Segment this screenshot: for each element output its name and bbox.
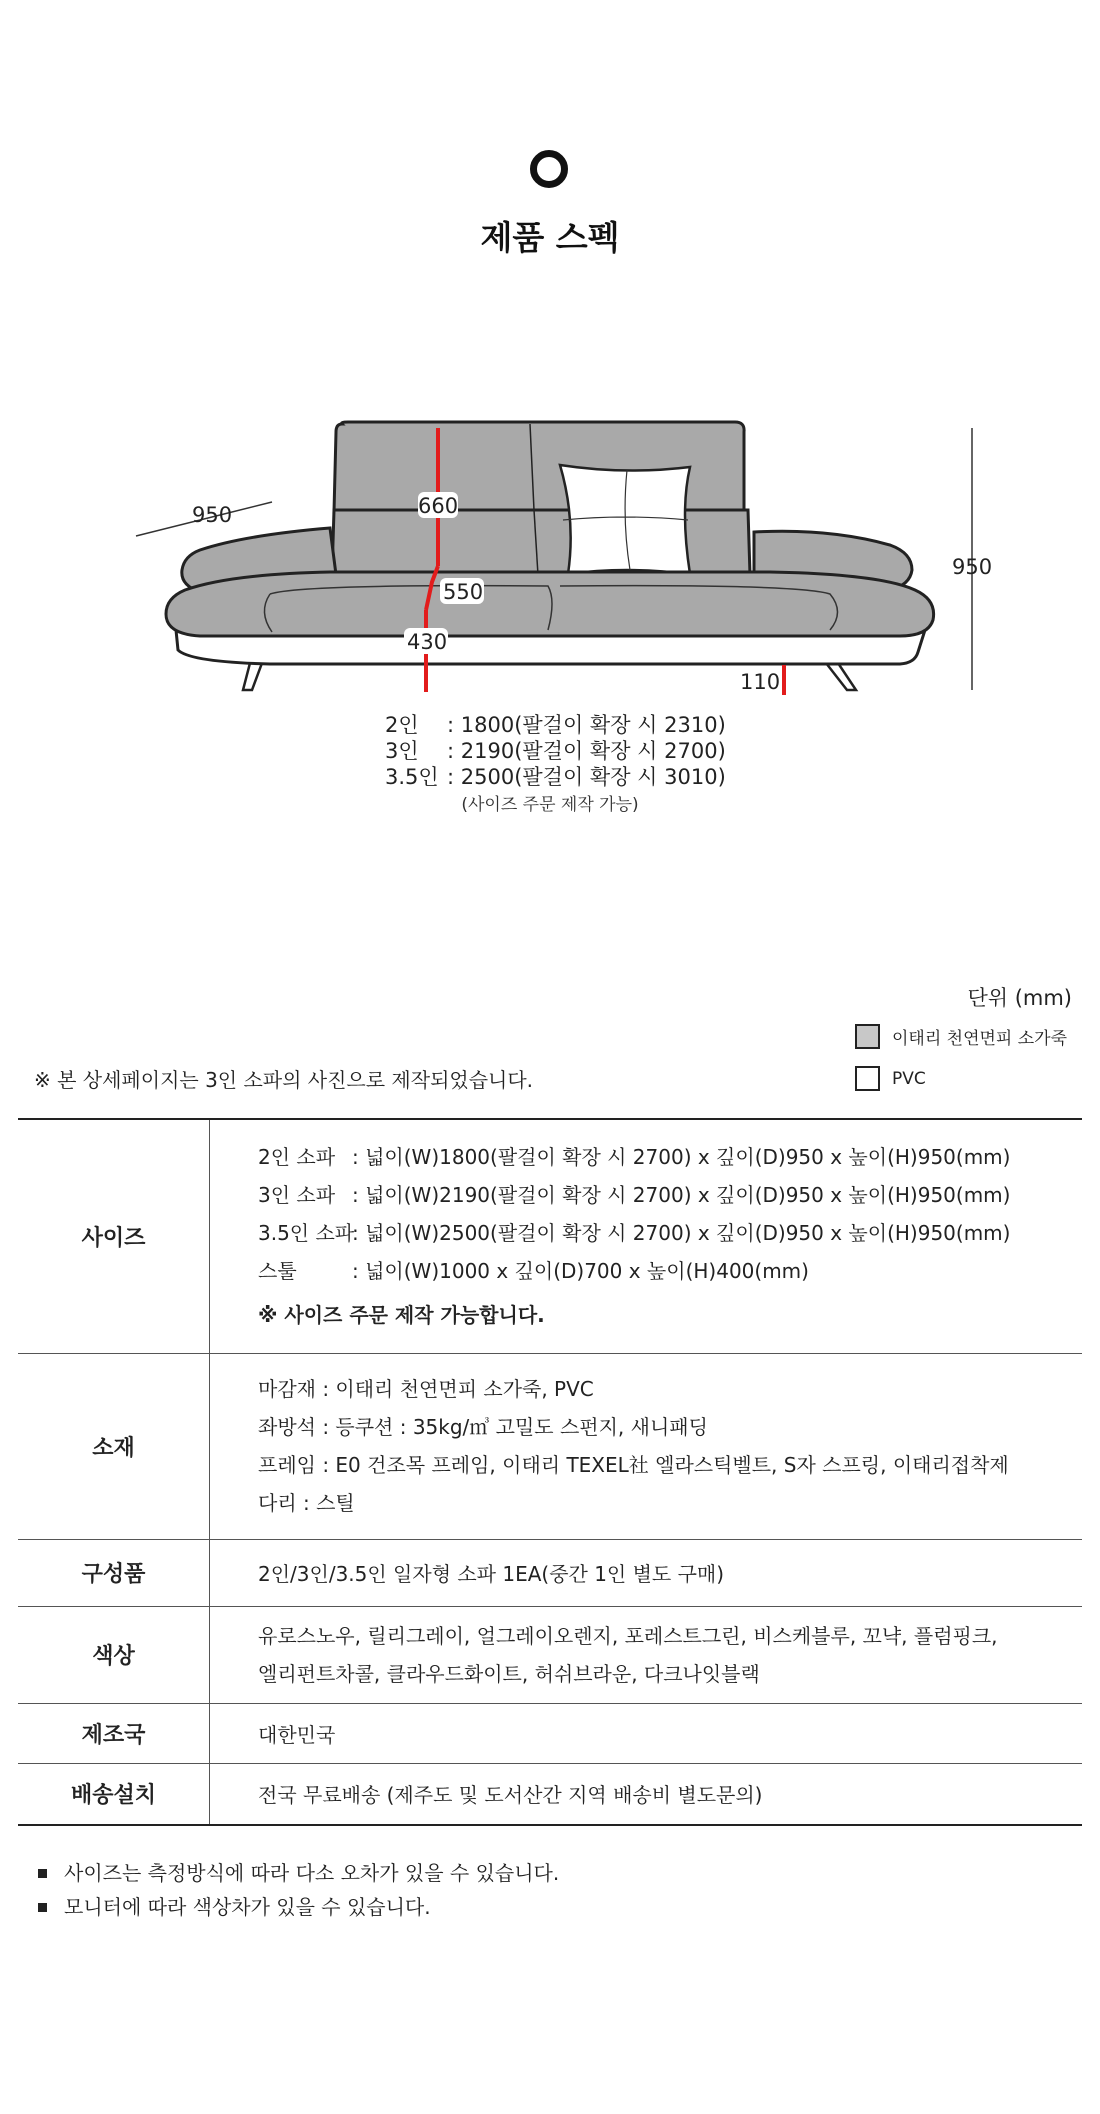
material-header: 소재 bbox=[18, 1353, 210, 1539]
list-item: 모니터에 따라 색상차가 있을 수 있습니다. bbox=[38, 1890, 559, 1924]
spec-table bbox=[18, 1118, 1082, 1826]
legend-item-pvc: PVC bbox=[855, 1066, 926, 1091]
bullet-icon bbox=[38, 1869, 47, 1878]
footnotes bbox=[38, 1856, 559, 1924]
table-row bbox=[18, 1703, 1082, 1763]
colors-cell: 유로스노우, 릴리그레이, 얼그레이오렌지, 포레스트그린, 비스케블루, 꼬냑, 플럼핑크, 엘리펀트차콜, 클라우드화이트, 허쉬브라운, 다크나잇블랙 bbox=[210, 1606, 1083, 1703]
components-cell: 2인/3인/3.5인 일자형 소파 1EA(중간 1인 별도 구매) bbox=[210, 1539, 1083, 1606]
table-row bbox=[18, 1539, 1082, 1606]
size-header: 사이즈 bbox=[18, 1119, 210, 1353]
delivery-header: 배송설치 bbox=[18, 1763, 210, 1825]
colors-header: 색상 bbox=[18, 1606, 210, 1703]
seat-height-label: 550 bbox=[443, 580, 484, 604]
circle-icon bbox=[530, 150, 568, 188]
custom-order-note: (사이즈 주문 제작 가능) bbox=[461, 795, 639, 815]
origin-header: 제조국 bbox=[18, 1703, 210, 1763]
sofa-leg-right bbox=[826, 663, 856, 690]
sofa-dimension-diagram bbox=[0, 380, 1100, 710]
table-row bbox=[18, 1353, 1082, 1539]
table-row bbox=[18, 1606, 1082, 1703]
leg-height-label: 110 bbox=[740, 670, 781, 694]
bullet-icon bbox=[38, 1903, 47, 1912]
seat-base-label: 430 bbox=[407, 630, 448, 654]
depth-label: 950 bbox=[192, 503, 233, 527]
custom-order-emphasis: ※ 사이즈 주문 제작 가능합니다. bbox=[258, 1303, 545, 1328]
size-row: 2인 : 1800(팔걸이 확장 시 2310) bbox=[385, 713, 726, 737]
origin-cell: 대한민국 bbox=[210, 1703, 1083, 1763]
material-cell: 마감재 : 이태리 천연면피 소가죽, PVC 좌방석 : 등쿠션 : 35kg/㎥ 고밀도 스펀지, 새니패딩 프레임 : E0 건조목 프레임, 이태리 TEXEL社 엘라스틱벨트, S자 스프링, 이태리접착제 다리 : 스틸 bbox=[210, 1353, 1083, 1539]
size-row: 3인 : 2190(팔걸이 확장 시 2700) bbox=[385, 739, 726, 763]
height-label: 950 bbox=[952, 555, 993, 579]
components-header: 구성품 bbox=[18, 1539, 210, 1606]
list-item: 사이즈는 측정방식에 따라 다소 오차가 있을 수 있습니다. bbox=[38, 1856, 559, 1890]
width-sizes bbox=[385, 712, 726, 790]
delivery-cell: 전국 무료배송 (제주도 및 도서산간 지역 배송비 별도문의) bbox=[210, 1763, 1083, 1825]
sofa-seat bbox=[166, 572, 934, 636]
table-row bbox=[18, 1763, 1082, 1825]
pvc-swatch bbox=[855, 1066, 880, 1091]
photo-notice: ※ 본 상세페이지는 3인 소파의 사진으로 제작되었습니다. bbox=[34, 1068, 534, 1092]
unit-label: 단위 (mm) bbox=[967, 986, 1072, 1010]
page-title: 제품 스펙 bbox=[480, 218, 620, 257]
table-row bbox=[18, 1119, 1082, 1353]
leather-swatch bbox=[855, 1024, 880, 1049]
legend-item-leather: 이태리 천연면피 소가죽 bbox=[855, 1024, 1067, 1049]
back-height-label: 660 bbox=[418, 494, 459, 518]
size-row: 3.5인 : 2500(팔걸이 확장 시 3010) bbox=[385, 765, 726, 789]
sofa-leg-left bbox=[243, 663, 262, 690]
size-cell: 2인 소파 : 넓이(W)1800(팔걸이 확장 시 2700) x 깊이(D)950 x 높이(H)950(mm) 3인 소파 : 넓이(W)2190(팔걸이 확장 시 2700) x 깊이(D)950 x 높이(H)950(mm) 3.5인 소파: 넓이(W)2500(팔걸이 확장 시 2700) x 깊이(D)950 x 높이(H)950(mm) 스툴 : 넓이(W)1000 x 깊이(D)700 x 높이(H)400(mm) ※ 사이즈 주문 제작 가능합니다. bbox=[210, 1119, 1083, 1353]
